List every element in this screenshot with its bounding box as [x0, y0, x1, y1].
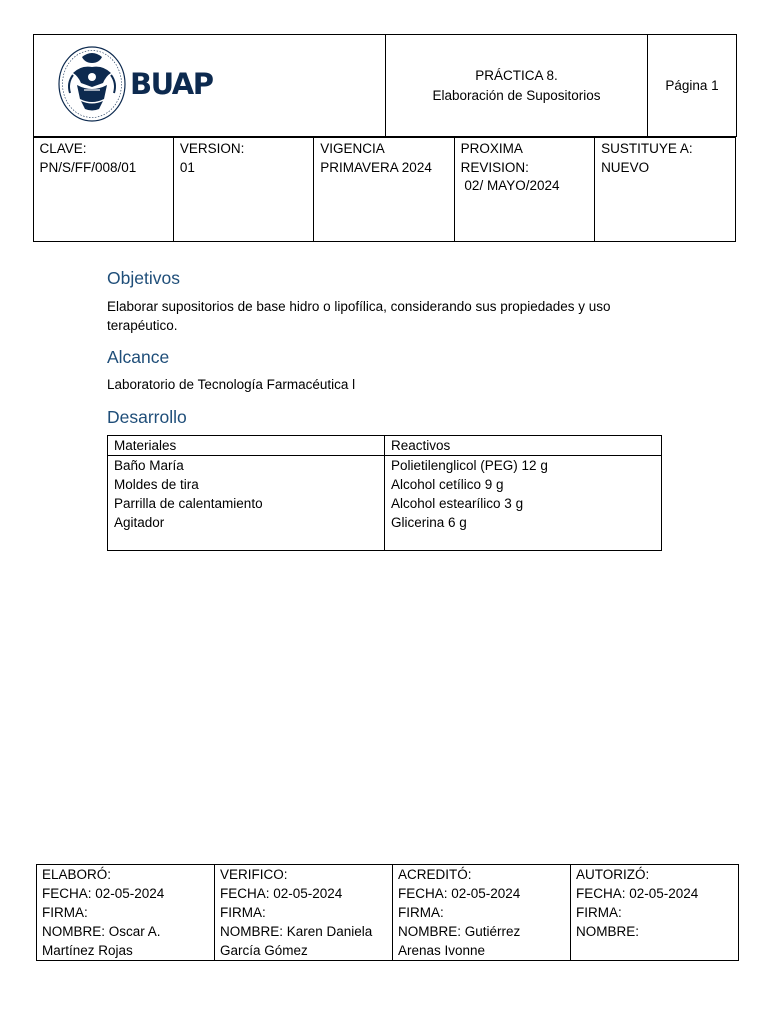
list-item: Polietilenglicol (PEG) 12 g [391, 458, 548, 473]
document-header [33, 34, 737, 242]
document-meta [33, 137, 736, 242]
signature-firma: FIRMA: [220, 905, 266, 920]
meta-value: PRIMAVERA 2024 [320, 159, 432, 175]
signature-date: FECHA: 02-05-2024 [220, 886, 343, 901]
alcance-text: Laboratorio de Tecnología Farmacéutica l [107, 377, 356, 392]
meta-sustituye [595, 138, 735, 242]
meta-label: REVISION: [460, 159, 529, 175]
signature-role: VERIFICO: [220, 867, 288, 882]
signature-table [36, 864, 739, 961]
meta-vigencia [314, 138, 454, 242]
list-item: Glicerina 6 g [391, 515, 467, 530]
signature-date: FECHA: 02-05-2024 [398, 886, 521, 901]
list-item: Agitador [114, 515, 165, 530]
buap-logo [34, 35, 385, 125]
list-item: Alcohol estearílico 3 g [391, 496, 524, 511]
signature-role: ACREDITÓ: [398, 867, 472, 882]
list-item: Parrilla de calentamiento [114, 496, 263, 511]
signature-role: ELABORÓ: [42, 867, 112, 882]
materials-table [107, 435, 662, 551]
meta-value: 01 [179, 159, 195, 175]
objetivos-text: Elaborar supositorios de base hidro o lipofílica, considerando sus propiedades y uso terapéutico. [107, 299, 611, 333]
meta-label: SUSTITUYE A: [601, 141, 693, 156]
list-item: Baño María [114, 458, 184, 473]
signature-date: FECHA: 02-05-2024 [576, 886, 699, 901]
signature-verifico [215, 865, 393, 961]
practice-number: PRÁCTICA 8. [475, 67, 558, 83]
signature-role: AUTORIZÓ: [576, 867, 650, 882]
meta-label: PROXIMA [460, 141, 523, 156]
signature-firma: FIRMA: [42, 905, 88, 920]
meta-label: VERSION: [179, 141, 245, 156]
practice-title: Elaboración de Supositorios [432, 87, 601, 103]
signature-acredito [393, 865, 571, 961]
logo-cell [34, 35, 386, 137]
meta-version [173, 138, 313, 242]
meta-label: VIGENCIA [320, 141, 385, 156]
signature-autorizo [571, 865, 739, 961]
university-seal-icon [56, 43, 128, 125]
meta-label: CLAVE: [39, 141, 87, 156]
meta-value: NUEVO [601, 159, 650, 175]
signature-name: NOMBRE: [576, 924, 640, 939]
meta-value: 02/ MAYO/2024 [460, 178, 560, 193]
logo-wordmark: BUAP [130, 67, 213, 101]
reactivos-cell [385, 456, 662, 551]
objetivos-heading: Objetivos [107, 268, 180, 288]
list-item: Alcohol cetílico 9 g [391, 477, 504, 492]
signature-elaboro [37, 865, 215, 961]
column-header-reactivos: Reactivos [385, 436, 662, 456]
signature-firma: FIRMA: [576, 905, 622, 920]
signature-date: FECHA: 02-05-2024 [42, 886, 165, 901]
signature-firma: FIRMA: [398, 905, 444, 920]
materiales-cell [108, 456, 385, 551]
signature-name: NOMBRE: Karen Daniela García Gómez [220, 924, 373, 958]
signature-name: NOMBRE: Oscar A. Martínez Rojas [42, 924, 161, 958]
page-number: Página 1 [648, 35, 737, 137]
meta-clave [33, 138, 173, 242]
meta-value: PN/S/FF/008/01 [39, 159, 137, 175]
column-header-materiales: Materiales [108, 436, 385, 456]
alcance-heading: Alcance [107, 347, 170, 367]
practice-title-cell [386, 35, 648, 137]
desarrollo-heading: Desarrollo [107, 407, 187, 427]
signature-name: NOMBRE: Gutiérrez Arenas Ivonne [398, 924, 521, 958]
list-item: Moldes de tira [114, 477, 199, 492]
meta-proxima-revision [454, 138, 594, 242]
